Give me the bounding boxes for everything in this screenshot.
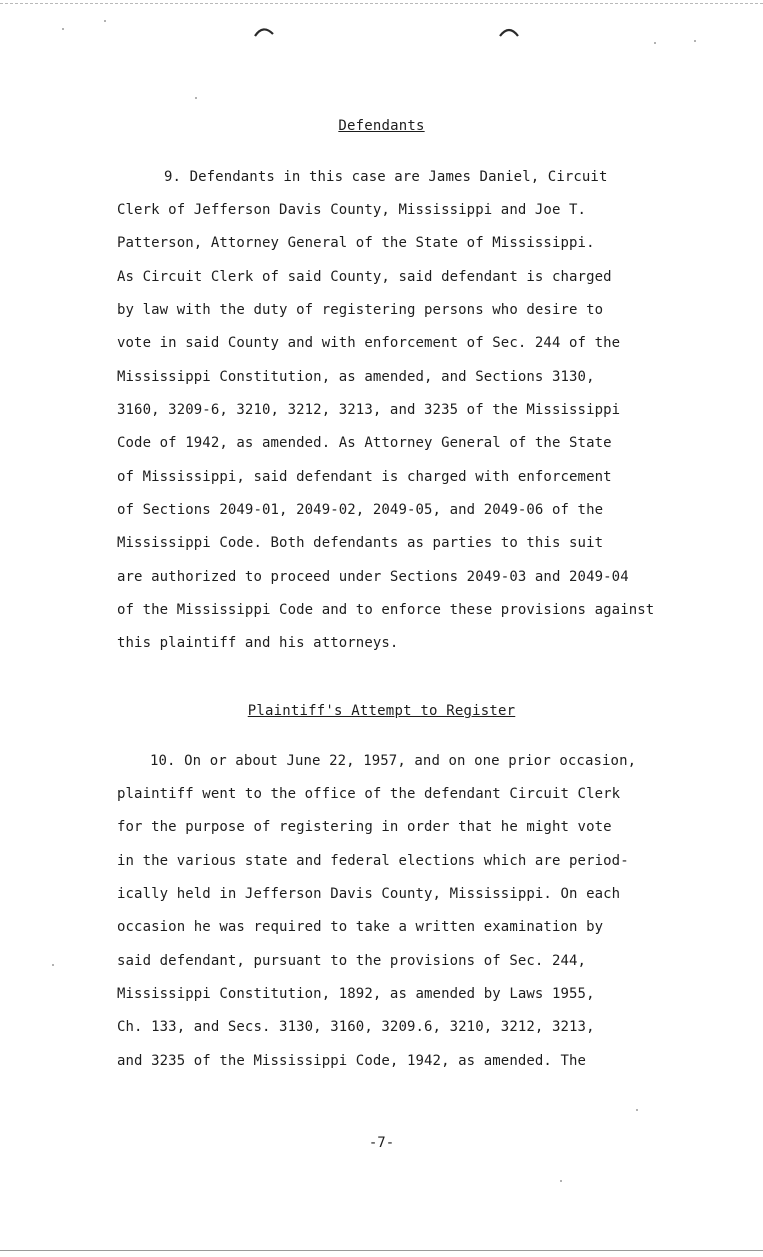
scan-speck	[636, 1109, 638, 1111]
text-line: Code of 1942, as amended. As Attorney General of the State	[117, 435, 612, 451]
top-scan-edge	[0, 3, 763, 4]
text-line: 9. Defendants in this case are James Daniel, Circuit	[164, 169, 608, 185]
text-line: Clerk of Jefferson Davis County, Mississippi and Joe T.	[117, 202, 587, 218]
punch-mark-right	[498, 24, 520, 38]
scan-speck	[195, 97, 197, 99]
section-heading-defendants: Defendants	[338, 118, 425, 134]
punch-mark-left	[253, 24, 275, 38]
text-line: and 3235 of the Mississippi Code, 1942, as amended. The	[117, 1053, 587, 1069]
text-line: of the Mississippi Code and to enforce these provisions against	[117, 602, 655, 618]
text-line: Mississippi Code. Both defendants as parties to this suit	[117, 535, 604, 551]
text-line: plaintiff went to the office of the defendant Circuit Clerk	[117, 786, 621, 802]
text-line: in the various state and federal elections which are period-	[117, 853, 629, 869]
text-line: Ch. 133, and Secs. 3130, 3160, 3209.6, 3210, 3212, 3213,	[117, 1019, 595, 1035]
text-line: of Sections 2049-01, 2049-02, 2049-05, and 2049-06 of the	[117, 502, 604, 518]
text-line: 10. On or about June 22, 1957, and on one prior occasion,	[150, 753, 637, 769]
scan-speck	[52, 964, 54, 966]
text-line: Mississippi Constitution, 1892, as amended by Laws 1955,	[117, 986, 595, 1002]
text-line: by law with the duty of registering persons who desire to	[117, 302, 604, 318]
scan-speck	[104, 20, 106, 22]
scan-speck	[694, 40, 696, 42]
text-line: 3160, 3209-6, 3210, 3212, 3213, and 3235 of the Mississippi	[117, 402, 621, 418]
text-line: occasion he was required to take a written examination by	[117, 919, 604, 935]
scan-speck	[560, 1180, 562, 1182]
text-line: of Mississippi, said defendant is charged with enforcement	[117, 469, 612, 485]
scan-speck	[654, 42, 656, 44]
text-line: ically held in Jefferson Davis County, Mississippi. On each	[117, 886, 621, 902]
section-heading-plaintiff-attempt: Plaintiff's Attempt to Register	[247, 703, 516, 719]
text-line: for the purpose of registering in order that he might vote	[117, 819, 612, 835]
text-line: Patterson, Attorney General of the State of Mississippi.	[117, 235, 595, 251]
text-line: are authorized to proceed under Sections 2049-03 and 2049-04	[117, 569, 629, 585]
text-line: said defendant, pursuant to the provisions of Sec. 244,	[117, 953, 587, 969]
bottom-scan-edge	[0, 1250, 763, 1251]
text-line: As Circuit Clerk of said County, said defendant is charged	[117, 269, 612, 285]
text-line: Mississippi Constitution, as amended, and Sections 3130,	[117, 369, 595, 385]
page-number: -7-	[368, 1135, 395, 1151]
scan-speck	[62, 28, 64, 30]
text-line: this plaintiff and his attorneys.	[117, 635, 399, 651]
text-line: vote in said County and with enforcement of Sec. 244 of the	[117, 335, 621, 351]
